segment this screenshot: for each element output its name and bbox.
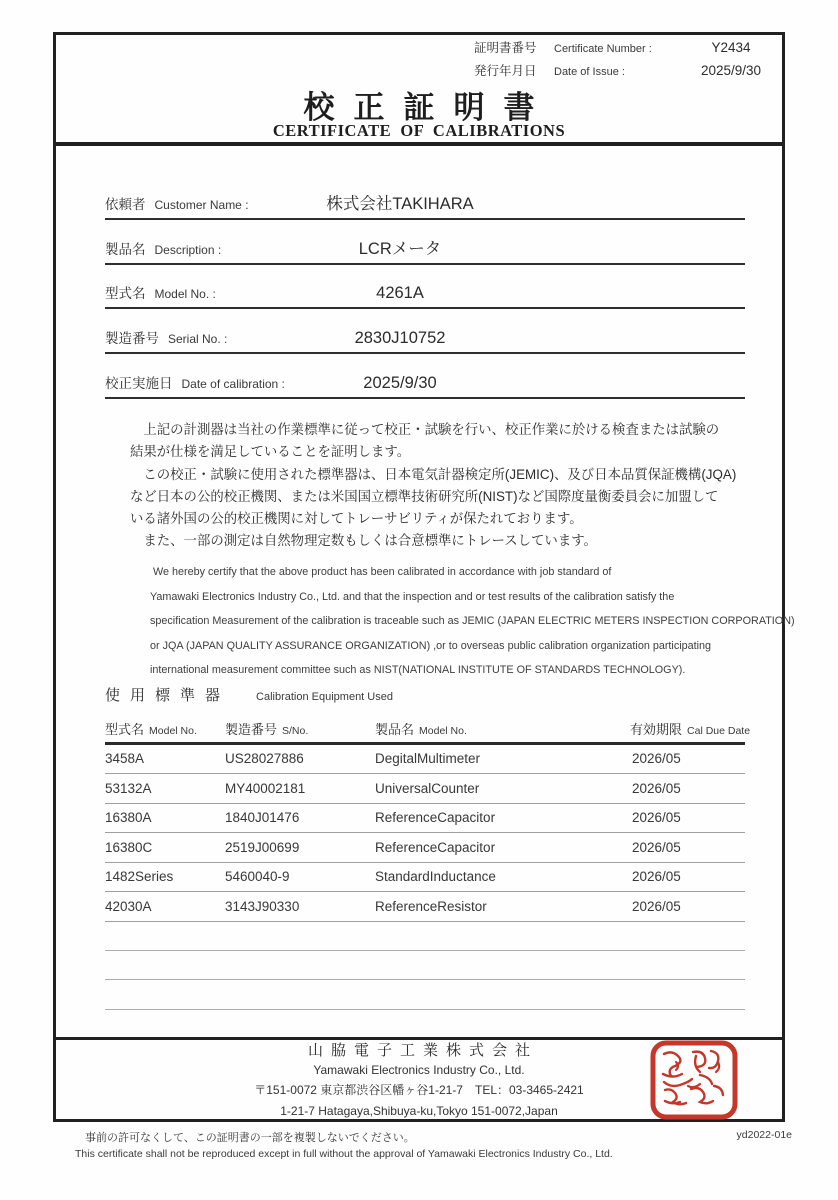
table-row: 3458A US28027886 DegitalMultimeter 2026/05 [105, 744, 745, 774]
issue-date-label-jp: 発行年月日 [474, 64, 537, 78]
reproduction-notice-jp: 事前の許可なくして、この証明書の一部を複製しないでください。 [85, 1132, 415, 1144]
table-row: 16380A 1840J01476 ReferenceCapacitor 2026/05 [105, 803, 745, 833]
statement-en-line: Yamawaki Electronics Industry Co., Ltd. and that the inspection and or test results of the calibration satisfy the [150, 590, 675, 603]
model-label-en: Model No. : [154, 287, 216, 301]
column-header-serial: 製造番号 S/No. [225, 722, 309, 737]
calibration-date-label-en: Date of calibration : [181, 377, 285, 391]
table-row-empty [105, 922, 745, 951]
statement-en-line: international measurement committee such as NIST(NATIONAL INSTITUTE OF STANDARDS TECHNOLOGY). [150, 664, 686, 677]
certificate-number-row [474, 38, 790, 56]
certificate-number-value: Y2434 [711, 40, 751, 55]
statement-jp-line: など日本の公的校正機関、または米国国立標準技術研究所(NIST)など国際度量衡委員会に加盟して [130, 488, 719, 504]
model-label-jp: 型式名 [105, 286, 146, 301]
column-header-description: 製品名 Model No. [375, 722, 467, 737]
model-value: 4261A [376, 284, 424, 302]
column-header-due-date: 有効期限 Cal Due Date [630, 722, 751, 737]
table-row-empty [105, 981, 745, 1010]
calibration-date-value: 2025/9/30 [363, 374, 437, 392]
table-row: 42030A 3143J90330 ReferenceResistor 2026/05 [105, 892, 745, 922]
page-title-japanese: 校正証明書 [303, 90, 554, 125]
issue-date-label-en: Date of Issue : [554, 66, 625, 78]
description-value: LCRメータ [358, 240, 442, 258]
company-seal-icon [650, 1040, 738, 1120]
description-label-jp: 製品名 [105, 242, 146, 257]
description-label-en: Description : [154, 243, 222, 257]
field-row-model [105, 275, 745, 309]
table-row-empty [105, 951, 745, 980]
field-row-serial [105, 320, 745, 354]
statement-en-line: We hereby certify that the above product has been calibrated in accordance with job standard of [150, 566, 612, 578]
statement-jp-line: 結果が仕様を満足していることを証明します。 [130, 444, 411, 460]
reproduction-notice-en: This certificate shall not be reproduced except in full without the approval of Yamawaki Electronics Industry Co., Ltd. [75, 1148, 613, 1160]
company-address-en: 1-21-7 Hatagaya,Shibuya-ku,Tokyo 151-0072,Japan [280, 1104, 558, 1118]
serial-label-jp: 製造番号 [105, 331, 159, 346]
certificate-number-label-en: Certificate Number : [554, 43, 652, 55]
equipment-title-en: Calibration Equipment Used [256, 691, 393, 703]
title-separator-rule [53, 142, 785, 146]
statement-en-line: or JQA (JAPAN QUALITY ASSURANCE ORGANIZATION) ,or to overseas public calibration organization participating [150, 639, 712, 652]
equipment-section-title [105, 684, 393, 705]
field-row-description [105, 231, 745, 265]
certificate-number-label-jp: 証明書番号 [474, 41, 537, 55]
statement-jp-line: 上記の計測器は当社の作業標準に従って校正・試験を行い、校正作業に於ける検査または試験の [130, 422, 720, 437]
customer-value: 株式会社TAKIHARA [326, 195, 474, 213]
statement-en-line: specification Measurement of the calibration is traceable such as JEMIC (JAPAN ELECTRIC METERS INSPECTION CORPORATION) [150, 615, 795, 628]
issue-date-value: 2025/9/30 [700, 63, 762, 78]
field-row-customer [105, 186, 745, 220]
statement-jp-line: いる諸外国の公的校正機関に対してトレーサビリティが保たれております。 [130, 511, 583, 527]
customer-label-en: Customer Name : [154, 198, 249, 212]
equipment-title-jp: 使用標準器 [105, 687, 231, 704]
statement-english [150, 560, 795, 683]
table-row: 16380C 2519J00699 ReferenceCapacitor 2026/05 [105, 833, 745, 863]
field-row-calibration-date [105, 365, 745, 399]
issue-date-row [474, 61, 790, 79]
equipment-table-header [105, 716, 751, 740]
table-row: 1482Series 5460040-9 StandardInductance 2026/05 [105, 862, 745, 892]
serial-label-en: Serial No. : [168, 332, 228, 346]
statement-japanese [130, 419, 736, 553]
page-title-english: CERTIFICATE OF CALIBRATIONS [272, 121, 566, 140]
company-name-en: Yamawaki Electronics Industry Co., Ltd. [313, 1063, 525, 1077]
serial-value: 2830J10752 [354, 329, 446, 347]
table-row: 53132A MY40002181 UniversalCounter 2026/05 [105, 774, 745, 804]
statement-jp-line: また、一部の測定は自然物理定数もしくは合意標準にトレースしています。 [130, 533, 597, 549]
document-code: yd2022-01e [736, 1129, 792, 1141]
statement-jp-line: この校正・試験に使用された標準器は、日本電気計器検定所(JEMIC)、及び日本品質保証機構(JQA) [130, 466, 737, 482]
customer-label-jp: 依頼者 [105, 197, 146, 212]
column-header-model: 型式名 Model No. [105, 722, 197, 737]
company-name-jp: 山脇電子工業株式会社 [307, 1042, 538, 1059]
company-address-jp: 〒151-0072 東京都渋谷区幡ヶ谷1-21-7 TEL：03-3465-2421 [254, 1083, 584, 1097]
calibration-date-label-jp: 校正実施日 [105, 376, 173, 391]
